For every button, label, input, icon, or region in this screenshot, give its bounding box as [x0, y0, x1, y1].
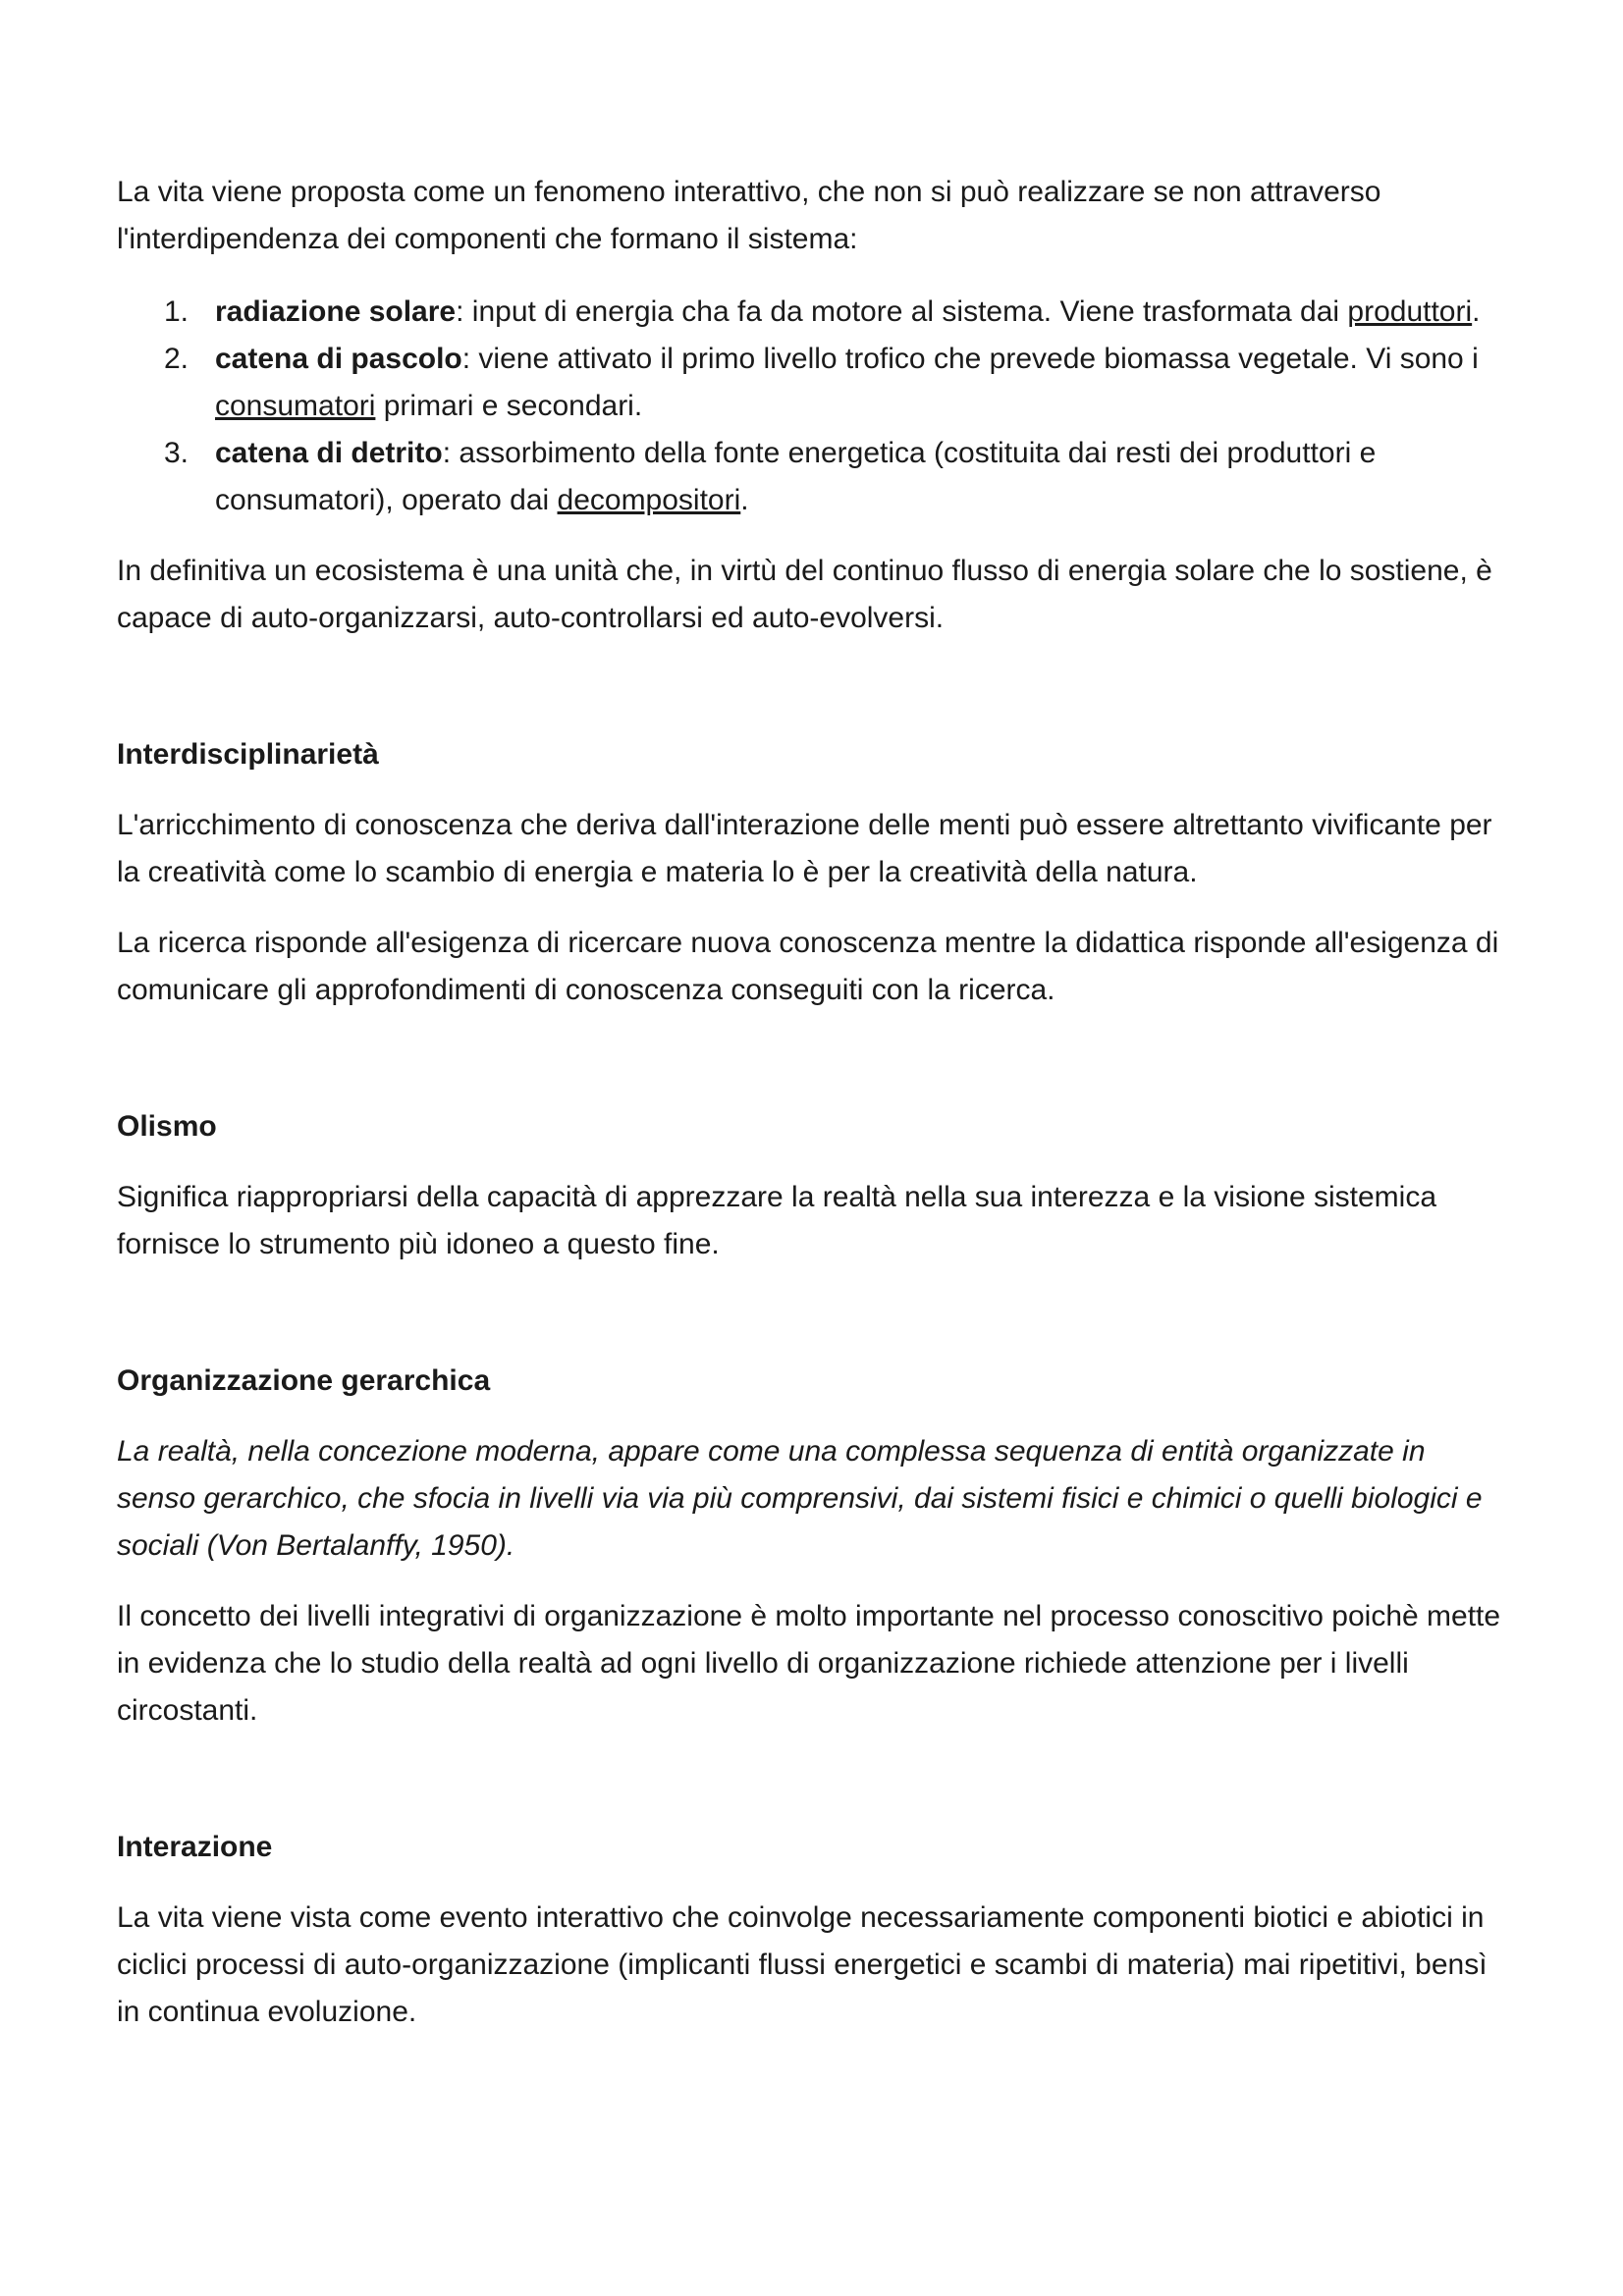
list-text: input di energia cha fa da motore al sistema. Viene trasformata dai — [463, 295, 1348, 328]
list-number: 1. — [164, 295, 189, 328]
heading-organizzazione-gerarchica: Organizzazione gerarchica — [117, 1364, 491, 1397]
intro-paragraph: La vita viene proposta come un fenomeno interattivo, che non si può realizzare se non attraverso l'interdipendenza dei componenti che formano il sistema: — [117, 176, 1381, 255]
document-page — [117, 169, 1511, 2059]
list-item: 2. catena di pascolo: viene attivato il primo livello trofico che prevede biomassa vegetale. Vi sono i consumatori primari e secondari. — [117, 336, 1511, 430]
interdisciplinarieta-paragraph-2: La ricerca risponde all'esigenza di ricercare nuova conoscenza mentre la didattica risponde all'esigenza di comunicare gli approfondimenti di conoscenza conseguiti con la ricerca. — [117, 927, 1499, 1006]
heading-olismo: Olismo — [117, 1110, 217, 1143]
organizzazione-paragraph: Il concetto dei livelli integrativi di organizzazione è molto importante nel processo conoscitivo poichè mette in evidenza che lo studio della realtà ad ogni livello di organizzazione richiede attenzione per i livelli circostanti. — [117, 1600, 1501, 1727]
underlined-term: produttori — [1347, 295, 1473, 328]
list-item: 1. radiazione solare: input di energia cha fa da motore al sistema. Viene trasformata dai produttori. — [117, 289, 1511, 336]
underlined-term: decompositori — [557, 484, 741, 516]
underlined-term: consumatori — [215, 390, 376, 422]
list-number: 2. — [164, 343, 189, 375]
heading-interdisciplinarieta: Interdisciplinarietà — [117, 738, 379, 771]
list-term: catena di detrito — [215, 437, 443, 469]
list-text: viene attivato il primo livello trofico che prevede biomassa vegetale. Vi sono i — [470, 343, 1479, 375]
list-term: radiazione solare — [215, 295, 457, 328]
interdisciplinarieta-paragraph-1: L'arricchimento di conoscenza che deriva dall'interazione delle menti può essere altrettanto vivificante per la creatività come lo scambio di energia e materia lo è per la creatività della natura. — [117, 809, 1492, 888]
organizzazione-quote: La realtà, nella concezione moderna, appare come una complessa sequenza di entità organizzate in senso gerarchico, che sfocia in livelli via via più comprensivi, dai sistemi fisici e chimici o quelli biologici e sociali (Von Bertalanffy, 1950). — [117, 1435, 1483, 1562]
interazione-paragraph: La vita viene vista come evento interattivo che coinvolge necessariamente componenti biotici e abiotici in ciclici processi di auto-organizzazione (implicanti flussi energetici e scambi di materia) mai ripetitivi, bensì in continua evoluzione. — [117, 1901, 1488, 2028]
list-number: 3. — [164, 437, 189, 469]
components-list — [117, 289, 1511, 524]
conclusion-paragraph: In definitiva un ecosistema è una unità che, in virtù del continuo flusso di energia solare che lo sostiene, è capace di auto-organizzarsi, auto-controllarsi ed auto-evolversi. — [117, 555, 1492, 634]
list-text: assorbimento della fonte energetica (costituita dai resti dei produttori e consumatori), operato dai — [215, 437, 1377, 516]
list-term: catena di pascolo — [215, 343, 462, 375]
heading-interazione: Interazione — [117, 1831, 273, 1863]
olismo-paragraph: Significa riappropriarsi della capacità di apprezzare la realtà nella sua interezza e la visione sistemica fornisce lo strumento più idoneo a questo fine. — [117, 1181, 1437, 1260]
list-item: 3. catena di detrito: assorbimento della fonte energetica (costituita dai resti dei produttori e consumatori), operato dai decompositori. — [117, 430, 1511, 524]
